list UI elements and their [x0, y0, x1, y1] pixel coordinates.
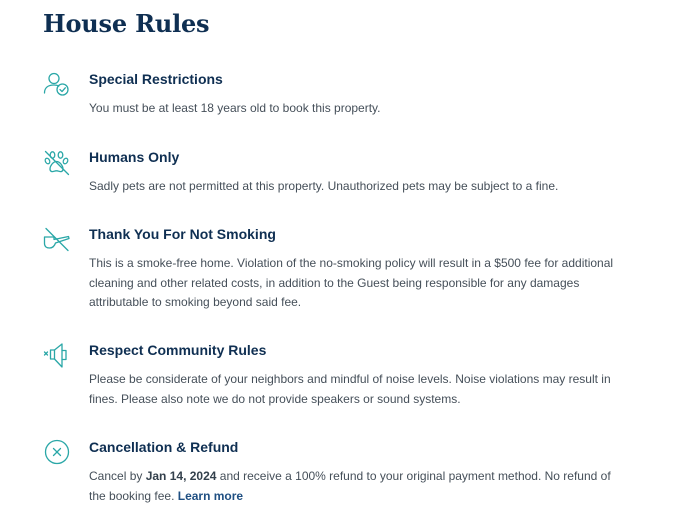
- rule-heading: Cancellation & Refund: [89, 439, 239, 455]
- rule-description: You must be at least 18 years old to book this property.: [89, 101, 381, 115]
- learn-more-link[interactable]: Learn more: [177, 488, 244, 503]
- no-smoking-pipe-icon: [43, 226, 71, 254]
- cancel-date: Jan 14, 2024: [145, 469, 217, 483]
- rule-heading: Respect Community Rules: [89, 342, 267, 358]
- cancel-circle-icon: [43, 439, 71, 467]
- cancel-text-suffix: and receive a 100% refund to your original payment method. No refund of the booking fee.: [89, 469, 611, 503]
- rule-description: This is a smoke-free home. Violation of the no-smoking policy will result in a $500 fee for additional cleaning and other related costs, in addition to the Guest being responsible for any damages attributable to smoking beyond said fee.: [89, 256, 614, 310]
- no-pets-paw-icon: [43, 149, 71, 177]
- page-title: House Rules: [43, 9, 210, 38]
- rule-heading: Thank You For Not Smoking: [89, 226, 276, 242]
- muted-speaker-icon: [43, 342, 71, 370]
- rule-heading: Humans Only: [89, 149, 180, 165]
- cancel-text-prefix: Cancel by: [89, 469, 146, 483]
- person-check-icon: [43, 71, 71, 99]
- rule-description: Sadly pets are not permitted at this property. Unauthorized pets may be subject to a fine.: [89, 179, 559, 193]
- rule-description: [89, 467, 614, 506]
- rule-heading: Special Restrictions: [89, 71, 223, 87]
- rule-description: Please be considerate of your neighbors and mindful of noise levels. Noise violations may result in fines. Please also note we do not provide speakers or sound systems.: [89, 372, 611, 406]
